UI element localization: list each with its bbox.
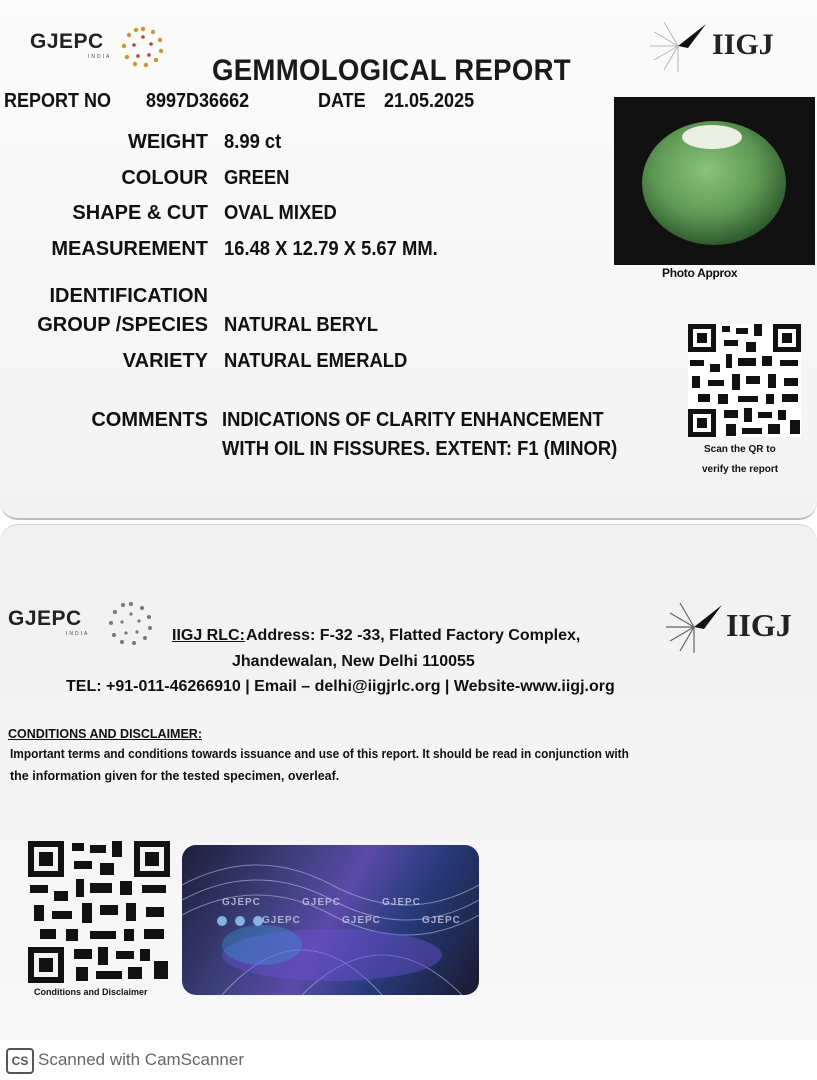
date-label: DATE (318, 90, 366, 112)
date-value: 21.05.2025 (384, 90, 475, 112)
iigj-back-star-icon (664, 599, 724, 655)
iigj-logo-text: IIGJ (712, 28, 774, 61)
shape-cut-value: OVAL MIXED (224, 202, 337, 224)
verify-qr-code[interactable] (688, 324, 801, 437)
hologram-text-1: GJEPC (222, 897, 261, 908)
colour-label: COLOUR (121, 167, 208, 189)
qr-caption-line1: Scan the QR to (704, 444, 776, 455)
hologram-text-6: GJEPC (422, 915, 461, 926)
comments-label: COMMENTS (91, 409, 208, 431)
gjepc-logo-back-sub: INDIA (66, 631, 90, 637)
camscanner-icon: CS (6, 1048, 34, 1074)
hologram-text-4: GJEPC (262, 915, 301, 926)
gjepc-back-sunburst-icon (106, 599, 156, 649)
measurement-value: 16.48 X 12.79 X 5.67 MM. (224, 238, 438, 260)
conditions-qr-caption: Conditions and Disclaimer (34, 987, 148, 997)
report-card-front (0, 0, 817, 520)
gjepc-logo-text: GJEPC (30, 30, 104, 53)
gjepc-logo-back-text: GJEPC (8, 607, 82, 630)
conditions-qr-code[interactable] (28, 841, 170, 983)
report-no-value: 8997D36662 (146, 90, 250, 112)
gjepc-sunburst-icon (120, 24, 166, 70)
variety-label: VARIETY (122, 350, 208, 372)
address-label: IIGJ RLC: (172, 627, 245, 644)
group-species-label: GROUP /SPECIES (37, 314, 208, 336)
report-no-label: REPORT NO (4, 90, 112, 112)
gjepc-logo (30, 30, 112, 60)
hologram-text-5: GJEPC (342, 915, 381, 926)
hologram-text-3: GJEPC (382, 897, 421, 908)
hologram-text-2: GJEPC (302, 897, 341, 908)
address-line1: Address: F-32 -33, Flatted Factory Complex, (246, 627, 581, 644)
group-species-value: NATURAL BERYL (224, 314, 379, 336)
weight-label: WEIGHT (128, 131, 208, 153)
conditions-heading: CONDITIONS AND DISCLAIMER: (8, 727, 202, 741)
variety-value: NATURAL EMERALD (224, 350, 408, 372)
contact-line: TEL: +91-011-46266910 | Email – delhi@iigjrlc.org | Website-www.iigj.org (66, 678, 615, 695)
report-title: GEMMOLOGICAL REPORT (212, 54, 571, 87)
gjepc-logo-sub: INDIA (88, 54, 112, 60)
scanner-watermark-bar (0, 1040, 817, 1080)
identification-label: IDENTIFICATION (49, 285, 208, 307)
comments-line2: WITH OIL IN FISSURES. EXTENT: F1 (MINOR) (222, 438, 618, 460)
comments-line1: INDICATIONS OF CLARITY ENHANCEMENT (222, 409, 604, 431)
camscanner-text: Scanned with CamScanner (38, 1050, 245, 1069)
weight-value: 8.99 ct (224, 131, 282, 153)
colour-value: GREEN (224, 167, 290, 189)
report-card-back (0, 524, 817, 1040)
measurement-label: MEASUREMENT (51, 238, 208, 260)
iigj-star-icon (648, 18, 708, 74)
gjepc-logo-back (8, 607, 90, 637)
security-hologram (182, 845, 479, 995)
address-line2: Jhandewalan, New Delhi 110055 (232, 653, 475, 670)
gemstone-photo (614, 97, 815, 265)
conditions-line2: the information given for the tested specimen, overleaf. (10, 769, 340, 783)
conditions-line1: Important terms and conditions towards issuance and use of this report. It should be read in conjunction with (10, 747, 629, 761)
qr-caption-line2: verify the report (702, 464, 779, 475)
iigj-back-logo-text: IIGJ (726, 607, 792, 643)
photo-caption: Photo Approx (662, 266, 738, 280)
shape-cut-label: SHAPE & CUT (72, 202, 208, 224)
emerald-stone-icon (614, 97, 815, 265)
